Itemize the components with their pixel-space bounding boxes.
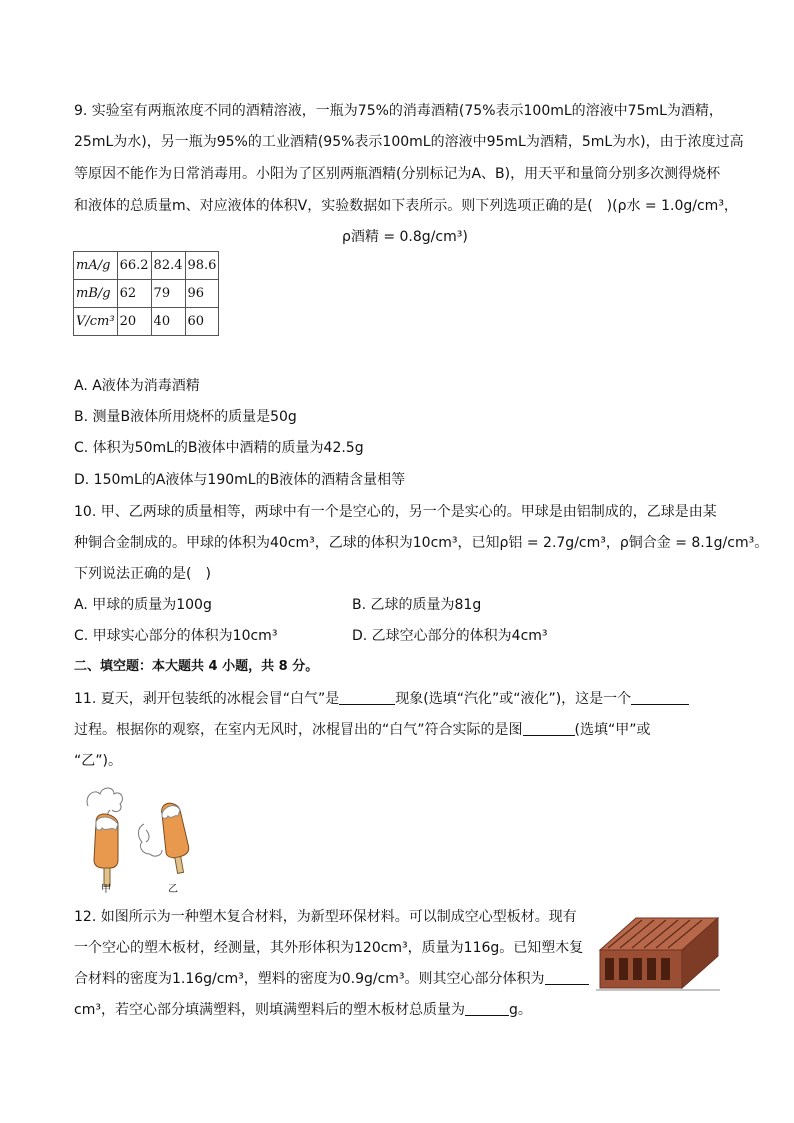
q12-line-4-part-b: g。	[508, 1002, 532, 1018]
answer-blank[interactable]	[545, 970, 589, 985]
q9-option-a: A. A液体为消毒酒精	[74, 378, 200, 394]
q11-line-2-part-a: 过程。根据你的观察，在室内无风时，冰棍冒出的“白气”符合实际的是图	[74, 722, 523, 738]
q9-option-d: D. 150mL的A液体与190mL的B液体的酒精含量相等	[74, 472, 406, 488]
table-cell: 62	[117, 280, 151, 308]
q12-line-3	[74, 969, 589, 989]
q11-line-2	[74, 720, 650, 740]
wood-plastic-board-image	[596, 912, 720, 992]
q12-line-1: 12. 如图所示为一种塑木复合材料，为新型环保材料。可以制成空心型板材。现有	[74, 909, 577, 925]
table-cell: 96	[185, 280, 219, 308]
q10-line-2: 种铜合金制成的。甲球的体积为40cm³，乙球的体积为10cm³，已知ρ铝 = 2.7g/cm³，ρ铜合金 = 8.1g/cm³。	[74, 535, 769, 551]
q9-line-3: 等原因不能作为日常消毒用。小阳为了区别两瓶酒精(分别标记为A、B)，用天平和量筒分别多次测得烧杯	[74, 166, 721, 182]
popsicle-yi-icon	[139, 803, 189, 873]
answer-blank[interactable]	[631, 690, 689, 705]
popsicle-figure	[80, 784, 200, 894]
q10-option-d: D. 乙球空心部分的体积为4cm³	[352, 628, 548, 644]
q12-line-4-part-a: cm³，若空心部分填满塑料，则填满塑料后的塑木板材总质量为	[74, 1002, 465, 1018]
q9-option-b: B. 测量B液体所用烧杯的质量是50g	[74, 409, 297, 425]
q11-line-3: “乙”)。	[74, 753, 122, 769]
table-row	[74, 252, 219, 280]
figure-label-yi: 乙	[168, 884, 178, 895]
answer-blank[interactable]	[523, 721, 575, 736]
q11-line-1	[74, 689, 689, 709]
q12-line-4	[74, 1000, 532, 1020]
q12-line-2: 一个空心的塑木板材，经测量，其外形体积为120cm³，质量为116g。已知塑木复	[74, 940, 584, 956]
q9-data-table	[73, 251, 219, 336]
q9-line-4: 和液体的总质量m、对应液体的体积V，实验数据如下表所示。则下列选项正确的是( )(ρ水 = 1.0g/cm³，	[74, 198, 738, 214]
q11-line-2-part-b: (选填“甲”或	[574, 722, 651, 738]
table-cell: 40	[151, 308, 185, 336]
q10-option-b: B. 乙球的质量为81g	[352, 597, 482, 613]
q12-line-3-text: 合材料的密度为1.16g/cm³，塑料的密度为0.9g/cm³。则其空心部分体积为	[74, 971, 545, 987]
q9-line-5: ρ酒精 = 0.8g/cm³)	[342, 229, 468, 245]
table-cell: 79	[151, 280, 185, 308]
table-row-label: V/cm³	[74, 308, 118, 336]
table-row	[74, 308, 219, 336]
table-cell: 98.6	[185, 252, 219, 280]
q10-option-a: A. 甲球的质量为100g	[74, 597, 212, 613]
q11-line-1-part-a: 11. 夏天，剥开包装纸的冰棍会冒“白气”是	[74, 691, 340, 707]
table-cell: 20	[117, 308, 151, 336]
table-row-label: mB/g	[74, 280, 118, 308]
table-cell: 60	[185, 308, 219, 336]
q9-line-2: 25mL为水)，另一瓶为95%的工业酒精(95%表示100mL的溶液中95mL为酒精，5mL为水)，由于浓度过高	[74, 134, 744, 150]
q9-line-1: 9. 实验室有两瓶浓度不同的酒精溶液，一瓶为75%的消毒酒精(75%表示100mL的溶液中75mL为酒精，	[74, 103, 723, 119]
figure-label-jia: 甲	[101, 884, 111, 895]
q10-line-1: 10. 甲、乙两球的质量相等，两球中有一个是空心的，另一个是实心的。甲球是由铝制成的，乙球是由某	[74, 504, 717, 520]
table-cell: 82.4	[151, 252, 185, 280]
popsicle-jia-icon	[87, 788, 122, 886]
q9-option-c: C. 体积为50mL的B液体中酒精的质量为42.5g	[74, 440, 364, 456]
answer-blank[interactable]	[465, 1001, 509, 1016]
q10-line-3: 下列说法正确的是( )	[74, 566, 211, 582]
table-row	[74, 280, 219, 308]
table-row-label: mA/g	[74, 252, 118, 280]
table-cell: 66.2	[117, 252, 151, 280]
answer-blank[interactable]	[339, 690, 395, 705]
q10-option-c: C. 甲球实心部分的体积为10cm³	[74, 628, 278, 644]
section-2-title: 二、填空题：本大题共 4 小题，共 8 分。	[74, 659, 319, 674]
q11-line-1-part-b: 现象(选填“汽化”或“液化”)，这是一个	[395, 691, 632, 707]
